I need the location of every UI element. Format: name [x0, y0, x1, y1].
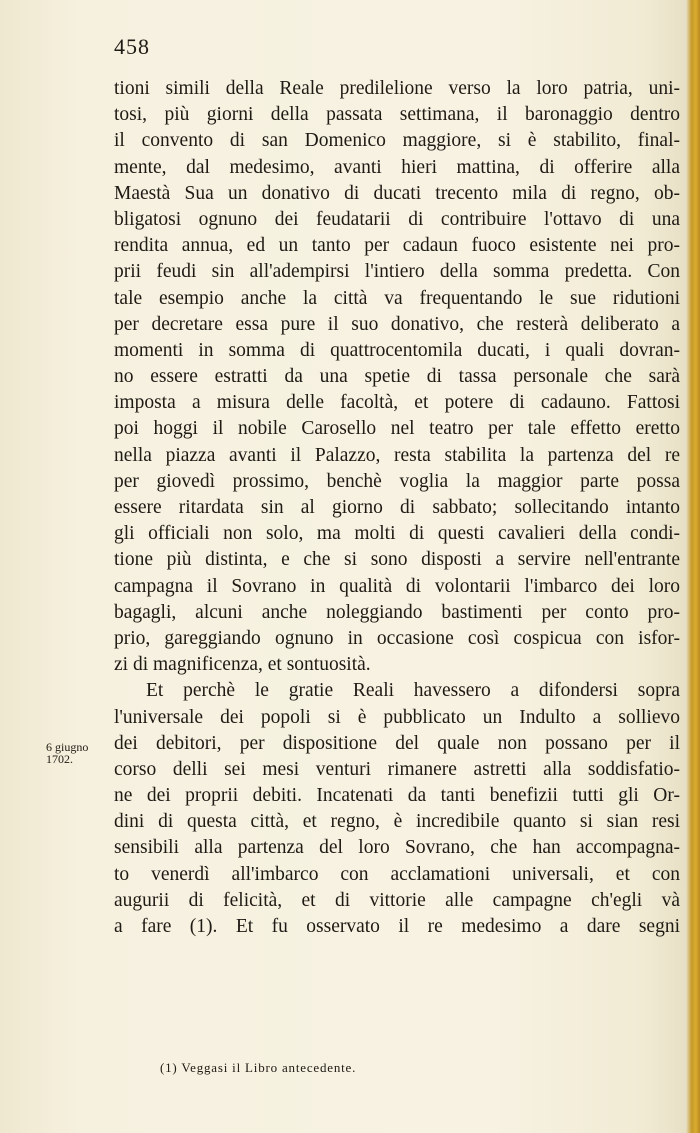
text-line: essere ritardata sin al giorno di sabbato; sollecitando intanto [114, 497, 680, 518]
text-line: zi di magnificenza, et sontuosità. [114, 654, 371, 676]
text-line: tioni simili della Reale predilelione verso la loro patria, uni- [114, 78, 680, 99]
footnote: (1) Veggasi il Libro antecedente. [160, 1060, 357, 1075]
text-line: Et perchè le gratie Reali havessero a difondersi sopra [146, 680, 680, 702]
text-line: dei debitori, per dispositione del quale non possano per il [114, 732, 680, 754]
text-line: nella piazza avanti il Palazzo, resta stabilita la partenza del re [114, 444, 680, 466]
text-line: corso delli sei mesi venturi rimanere astretti alla soddisfatio- [114, 758, 680, 780]
text-line: Maestà Sua un donativo di ducati trecento mila di regno, ob- [114, 182, 680, 204]
text-line: sensibili alla partenza del loro Sovrano, che han accompagna- [114, 837, 680, 859]
body-text [114, 76, 680, 940]
text-line: poi hoggi il nobile Carosello nel teatro per tale effetto eretto [114, 418, 680, 440]
text-line: per giovedì prossimo, benchè voglia la maggior parte possa [114, 470, 680, 492]
text-line: prii feudi sin all'adempirsi l'intiero della somma predetta. Con [114, 261, 680, 283]
text-line: imposta a misura delle facoltà, et potere di cadauno. Fattosi [114, 392, 680, 414]
text-line: bligatosi ognuno dei feudatarii di contribuire l'ottavo di una [114, 208, 680, 230]
text-line: tale esempio anche la città va frequentando le sue ridutioni [114, 287, 680, 309]
text-line: ne dei proprii debiti. Incatenati da tanti benefizii tutti gli Or- [114, 785, 680, 807]
text-line: rendita annua, ed un tanto per cadaun fuoco esistente nei pro- [114, 235, 680, 257]
margin-note-year: 1702. [46, 752, 73, 766]
text-line: momenti in somma di quattrocentomila ducati, i quali dovran- [114, 339, 680, 361]
text-line: campagna il Sovrano in qualità di volontarii l'imbarco dei loro [114, 575, 680, 597]
text-line: a fare (1). Et fu osservato il re medesimo a dare segni [114, 916, 680, 937]
margin-note [46, 741, 106, 765]
text-line: mente, dal medesimo, avanti hieri mattina, di offerire alla [114, 156, 680, 178]
text-line: per decretare essa pure il suo donativo, che resterà deliberato a [114, 313, 680, 335]
text-line: tosi, più giorni della passata settimana, il baronaggio dentro [114, 104, 680, 126]
text-line: dini di questa città, et regno, è incredibile quanto si sian resi [114, 811, 680, 833]
text-line: no essere estratti da una spetie di tassa personale che sarà [114, 366, 680, 388]
text-line: bagagli, alcuni anche noleggiando bastimenti per conto pro- [114, 601, 680, 623]
text-line: to venerdì all'imbarco con acclamationi universali, et con [114, 863, 680, 885]
text-line: l'universale dei popoli si è pubblicato un Indulto a sollievo [114, 706, 680, 728]
text-line: prio, gareggiando ognuno in occasione così cospicua con isfor- [114, 627, 680, 649]
text-line: il convento di san Domenico maggiore, si è stabilito, final- [114, 130, 680, 152]
book-spine-edge [686, 0, 700, 1133]
margin-note-date: 6 giugno [46, 740, 89, 754]
text-line: gli officiali non solo, ma molti di questi cavalieri della condi- [114, 523, 680, 545]
page-number: 458 [114, 34, 150, 59]
text-line: augurii di felicità, et di vittorie alle campagne ch'egli và [114, 889, 680, 911]
text-line: tione più distinta, e che si sono disposti a servire nell'entrante [114, 549, 680, 571]
